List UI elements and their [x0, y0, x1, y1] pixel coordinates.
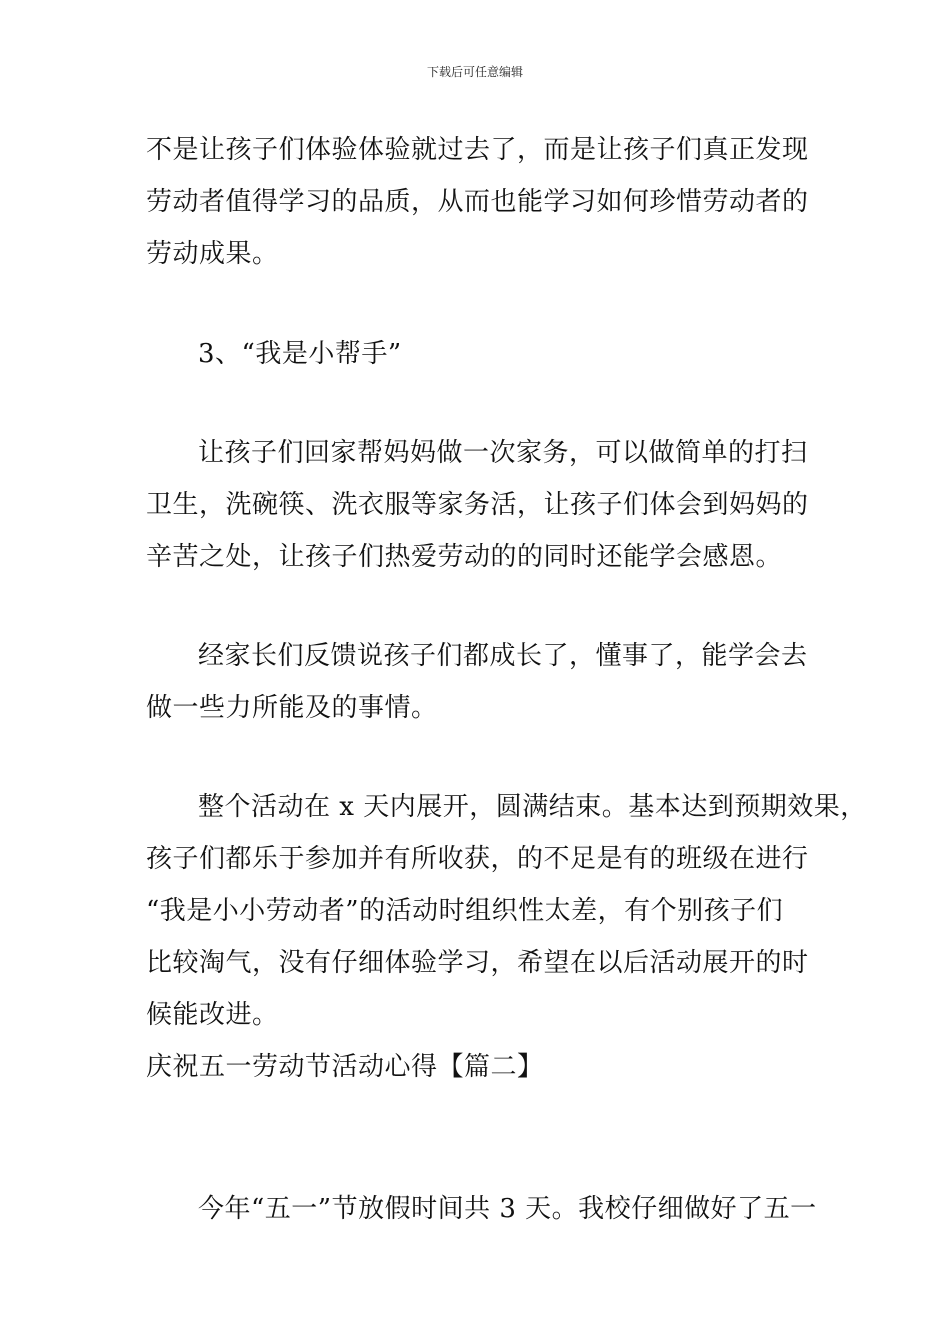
text-line: “我是小小劳动者”的活动时组织性太差，有个别孩子们: [146, 896, 784, 926]
text-line: 劳动者值得学习的品质，从而也能学习如何珍惜劳动者的: [146, 187, 809, 217]
text-line: 整个活动在 x 天内展开，圆满结束。基本达到预期效果，: [198, 792, 867, 822]
document-body: [146, 124, 867, 1235]
paragraph: [146, 781, 867, 1041]
text-line: 辛苦之处，让孩子们热爱劳动的的同时还能学会感恩。: [146, 542, 783, 572]
list-item-heading: [146, 328, 846, 380]
text-line: 做一些力所能及的事情。: [146, 693, 438, 723]
text-line: 今年“五一”节放假时间共 3 天。我校仔细做好了五一: [198, 1194, 817, 1224]
paragraph: [146, 1183, 846, 1235]
text-line: 不是让孩子们体验体验就过去了，而是让孩子们真正发现: [146, 135, 809, 165]
page-header: 下载后可任意编辑: [426, 65, 523, 79]
text-line: 卫生，洗碗筷、洗衣服等家务活，让孩子们体会到妈妈的: [146, 490, 809, 520]
text-line: 经家长们反馈说孩子们都成长了，懂事了，能学会去: [198, 641, 808, 671]
text-line: 候能改进。: [146, 1000, 279, 1030]
section-heading: 庆祝五一劳动节活动心得【篇二】: [146, 1052, 544, 1082]
paragraph: [146, 630, 846, 734]
text-line: 3、“我是小帮手”: [198, 339, 402, 369]
paragraph: [146, 124, 846, 280]
text-line: 让孩子们回家帮妈妈做一次家务，可以做简单的打扫: [198, 438, 808, 468]
text-line: 比较淘气，没有仔细体验学习，希望在以后活动展开的时: [146, 948, 809, 978]
text-line: 孩子们都乐于参加并有所收获，的不足是有的班级在进行: [146, 844, 809, 874]
text-line: 劳动成果。: [146, 239, 279, 269]
paragraph: [146, 427, 846, 583]
